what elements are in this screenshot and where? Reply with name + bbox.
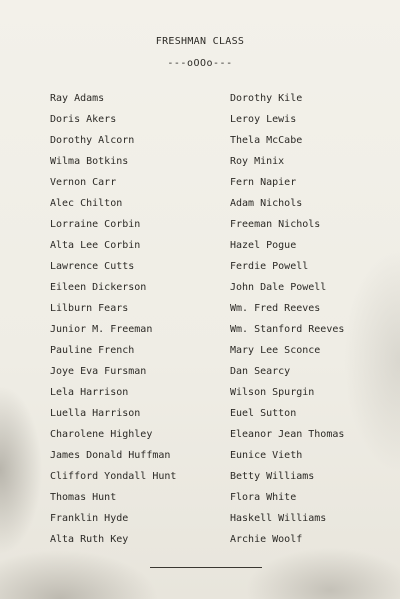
left-name-column — [50, 92, 176, 554]
student-name: Doris Akers — [50, 114, 117, 125]
student-name: Dorothy Kile — [230, 93, 303, 104]
student-name: Adam Nichols — [230, 198, 303, 209]
student-name: John Dale Powell — [230, 282, 327, 293]
title-ornament: ---oOOo--- — [167, 58, 233, 69]
student-name: Thomas Hunt — [50, 492, 117, 503]
page-title: FRESHMAN CLASS — [155, 36, 245, 47]
student-name: Dan Searcy — [230, 366, 291, 377]
student-name: Haskell Williams — [230, 513, 327, 524]
student-name: Pauline French — [50, 345, 135, 356]
student-name: Betty Williams — [230, 471, 315, 482]
student-name: Lela Harrison — [50, 387, 129, 398]
right-name-column — [230, 92, 344, 554]
student-name: Mary Lee Sconce — [230, 345, 321, 356]
closing-rule — [150, 567, 262, 568]
student-name: Junior M. Freeman — [50, 324, 153, 335]
student-name: Fern Napier — [230, 177, 297, 188]
student-name: Alta Ruth Key — [50, 534, 129, 545]
student-name: Eleanor Jean Thomas — [230, 429, 345, 440]
student-name: Leroy Lewis — [230, 114, 297, 125]
student-name: Franklin Hyde — [50, 513, 129, 524]
student-name: Dorothy Alcorn — [50, 135, 135, 146]
student-name: Wm. Fred Reeves — [230, 303, 321, 314]
student-name: Luella Harrison — [50, 408, 141, 419]
student-name: Joye Eva Fursman — [50, 366, 147, 377]
student-name: Ray Adams — [50, 93, 105, 104]
student-name: James Donald Huffman — [50, 450, 171, 461]
student-name: Roy Minix — [230, 156, 285, 167]
student-name: Lawrence Cutts — [50, 261, 135, 272]
student-name: Clifford Yondall Hunt — [50, 471, 177, 482]
student-name: Eileen Dickerson — [50, 282, 147, 293]
student-name: Alta Lee Corbin — [50, 240, 141, 251]
student-name: Alec Chilton — [50, 198, 123, 209]
student-name: Hazel Pogue — [230, 240, 297, 251]
student-name: Wilma Botkins — [50, 156, 129, 167]
student-name: Flora White — [230, 492, 297, 503]
student-name: Lorraine Corbin — [50, 219, 141, 230]
student-name: Wm. Stanford Reeves — [230, 324, 345, 335]
student-name: Thela McCabe — [230, 135, 303, 146]
student-name: Lilburn Fears — [50, 303, 129, 314]
student-name: Charolene Highley — [50, 429, 153, 440]
student-name: Ferdie Powell — [230, 261, 309, 272]
student-name: Eunice Vieth — [230, 450, 303, 461]
student-name: Vernon Carr — [50, 177, 117, 188]
student-name: Euel Sutton — [230, 408, 297, 419]
student-name: Archie Woolf — [230, 534, 303, 545]
student-name: Freeman Nichols — [230, 219, 321, 230]
student-name: Wilson Spurgin — [230, 387, 315, 398]
